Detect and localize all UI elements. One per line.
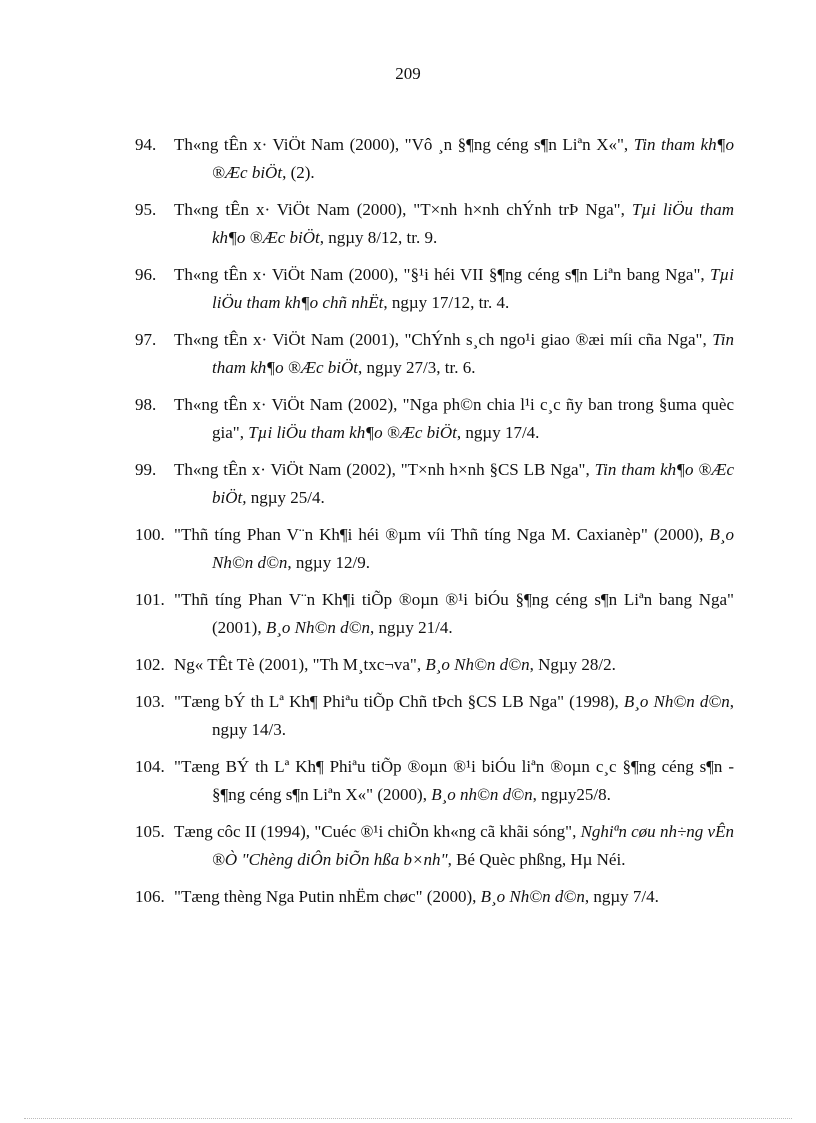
reference-details: , ngµy 12/9. xyxy=(287,553,370,572)
reference-text: "Tæng thèng Nga Putin nhËm chøc" (2000), xyxy=(174,887,481,906)
reference-source-title: B¸o Nh©n d©n xyxy=(425,655,530,674)
page-number: 209 xyxy=(395,64,421,83)
page-bottom-dotted-border xyxy=(24,1118,792,1119)
reference-source-title: B¸o Nh©n d©n xyxy=(212,525,734,572)
reference-number: 98. xyxy=(135,395,157,414)
reference-number: 99. xyxy=(135,460,157,479)
reference-details: , ngµy 14/3. xyxy=(212,692,734,739)
reference-source-title: B¸o Nh©n d©n xyxy=(480,887,585,906)
reference-item xyxy=(135,456,734,512)
reference-text: "Tæng BÝ th Lª Kh¶ Phiªu tiÕp ®oµn ®¹i biÓu liªn ®oµn c¸c §¶ng céng s¶n - §¶ng céng s¶n Liªn X«" (2000), xyxy=(174,757,734,804)
reference-text: Th«ng tÊn x· ViÖt Nam (2002), "T×nh h×nh §CS LB Nga", xyxy=(174,460,595,479)
reference-item xyxy=(135,883,734,911)
reference-details: , ngµy 21/4. xyxy=(370,618,453,637)
reference-details: , Ngµy 28/2. xyxy=(529,655,616,674)
reference-text: Th«ng tÊn x· ViÖt Nam (2000), "T×nh h×nh chÝnh trÞ Nga", xyxy=(174,200,632,219)
reference-source-title: Tin tham kh¶o ®Æc biÖt xyxy=(212,330,734,377)
reference-item xyxy=(135,521,734,577)
reference-item xyxy=(135,651,734,679)
reference-details: ngµy 25/4. xyxy=(246,488,325,507)
reference-text: Ng« TÊt Tè (2001), "Th M¸txc¬va", xyxy=(174,655,426,674)
reference-number: 106. xyxy=(135,887,165,906)
reference-item xyxy=(135,261,734,317)
reference-details: , ngµy 17/4. xyxy=(456,423,540,442)
reference-number: 102. xyxy=(135,655,165,674)
reference-item xyxy=(135,131,734,187)
reference-details: , ngµy 27/3, tr. 6. xyxy=(358,358,476,377)
reference-item xyxy=(135,196,734,252)
reference-text: Th«ng tÊn x· ViÖt Nam (2002), "Nga ph©n chia l¹i c¸c ñy ban trong §uma quèc gia", xyxy=(174,395,734,442)
reference-text: "Thñ tíng Phan V¨n Kh¶i tiÕp ®oµn ®¹i biÓu §¶ng céng s¶n Liªn bang Nga" (2001), xyxy=(174,590,734,637)
reference-item xyxy=(135,391,734,447)
reference-text: Th«ng tÊn x· ViÖt Nam (2000), "Vô ¸n §¶ng céng s¶n Liªn X«", xyxy=(174,135,634,154)
reference-number: 100. xyxy=(135,525,165,544)
reference-source-title: Nghiªn cøu nh÷ng vÊn ®Ò "Chèng diÔn biÕn hßa b×nh" xyxy=(212,822,734,869)
reference-number: 101. xyxy=(135,590,165,609)
reference-text: Th«ng tÊn x· ViÖt Nam (2001), "ChÝnh s¸ch ngo¹i giao ®æi míi cña Nga", xyxy=(174,330,713,349)
reference-source-title: B¸o nh©n d©n xyxy=(431,785,533,804)
reference-number: 103. xyxy=(135,692,165,711)
reference-text: "Tæng bÝ th Lª Kh¶ Phiªu tiÕp Chñ tÞch §CS LB Nga" (1998), xyxy=(174,692,624,711)
reference-source-title: Tµi liÖu tham kh¶o ®Æc biÖt xyxy=(212,200,734,247)
reference-item xyxy=(135,818,734,874)
reference-list xyxy=(135,131,734,920)
reference-source-title: B¸o Nh©n d©n xyxy=(265,618,371,637)
reference-number: 97. xyxy=(135,330,157,349)
reference-text: Tæng côc II (1994), "Cuéc ®¹i chiÕn kh«ng cã khãi sóng", xyxy=(174,822,581,841)
reference-source-title: Tin tham kh¶o ®Æc biÖt, xyxy=(212,460,734,507)
reference-text: Th«ng tÊn x· ViÖt Nam (2000), "§¹i héi VII §¶ng céng s¶n Liªn bang Nga", xyxy=(174,265,711,284)
reference-item xyxy=(135,688,734,744)
reference-number: 95. xyxy=(135,200,157,219)
reference-source-title: B¸o Nh©n d©n xyxy=(623,692,730,711)
reference-details: , ngµy 7/4. xyxy=(584,887,659,906)
reference-number: 104. xyxy=(135,757,165,776)
reference-source-title: Tin tham kh¶o ®Æc biÖt xyxy=(212,135,734,182)
reference-source-title: Tµi liÖu tham kh¶o chñ nhËt xyxy=(212,265,734,312)
reference-details: , Bé Quèc phßng, Hµ Néi. xyxy=(447,850,626,869)
reference-number: 105. xyxy=(135,822,165,841)
reference-number: 94. xyxy=(135,135,157,154)
reference-details: , ngµy 17/12, tr. 4. xyxy=(383,293,510,312)
reference-number: 96. xyxy=(135,265,157,284)
reference-item xyxy=(135,326,734,382)
reference-source-title: Tµi liÖu tham kh¶o ®Æc biÖt xyxy=(248,423,457,442)
reference-details: , ngµy25/8. xyxy=(532,785,611,804)
reference-item xyxy=(135,753,734,809)
reference-text: "Thñ tíng Phan V¨n Kh¶i héi ®µm víi Thñ tíng Nga M. Caxianèp" (2000), xyxy=(174,525,710,544)
reference-details: , (2). xyxy=(282,163,315,182)
reference-details: , ngµy 8/12, tr. 9. xyxy=(319,228,438,247)
reference-item xyxy=(135,586,734,642)
